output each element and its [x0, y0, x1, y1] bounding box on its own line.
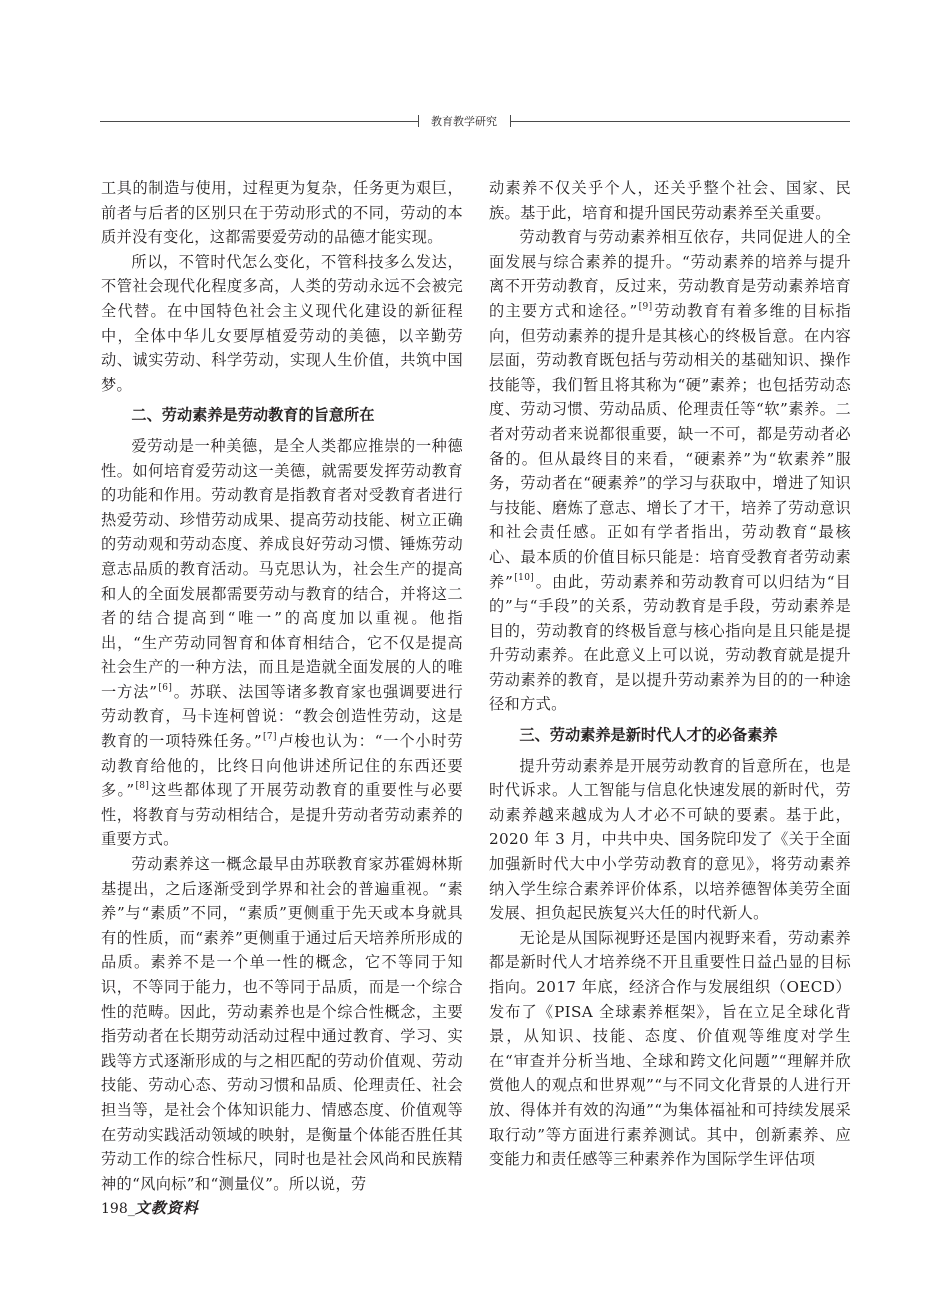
paragraph: 所以，不管时代怎么变化，不管科技多么发达，不管社会现代化程度多高，人类的劳动永远不会被完全代替。在中国特色社会主义现代化建设的新征程中，全体中华儿女要厚植爱劳动的美德，以辛勤劳动、诚实劳动、科学劳动，实现人生价值，共筑中国梦。: [101, 252, 463, 394]
paragraph-text: 爱劳动是一种美德，是全人类都应推崇的一种德性。如何培育爱劳动这一美德，就需要发挥劳动教育的功能和作用。劳动教育是指教育者对受教育者进行热爱劳动、珍惜劳动成果、提高劳动技能、树立正确的劳动观和劳动态度、养成良好劳动习惯、锤炼劳动意志品质的教育活动。马克思认为，社会生产的提高和人的全面发展都需要劳动与教育的结合，并将这二者的结合提高到“唯一”的高度加以重视。他指出，“生产劳动同智育和体育相结合，它不仅是提高社会生产的一种方法，而且是造就全面发展的人的唯一方法”: [101, 436, 463, 701]
left-column: [101, 176, 463, 1196]
paragraph: 提升劳动素养是开展劳动教育的旨意所在，也是时代诉求。人工智能与信息化快速发展的新时代，劳动素养越来越成为人才必不可缺的要素。基于此，2020 年 3 月，中共中央、国务院印发了《关于全面加强新时代大中小学劳动教育的意见》，将劳动素养纳入学生综合素养评价体系，以培养德智体美劳全面发展、担负起民族复兴大任的时代新人。: [489, 756, 851, 923]
header-rule-right: [510, 121, 850, 122]
section-heading: 三、劳动素养是新时代人才的必备素养: [519, 726, 778, 745]
right-column: [489, 176, 851, 1172]
paragraph-text: 卢梭也认为：“一个小时劳动教育给他的，比终日向他讲述所记住的东西还要多。”: [101, 732, 463, 800]
page-number: 198: [101, 1201, 128, 1217]
page-footer: [101, 1197, 199, 1218]
paragraph-text: 这些都体现了开展劳动教育的重要性与必要性，将教育与劳动相结合，是提升劳动者劳动素养的重要方式。: [101, 781, 463, 849]
paragraph: [489, 225, 851, 717]
running-header: [100, 112, 850, 132]
section-heading: 二、劳动素养是劳动教育的旨意所在: [131, 406, 375, 425]
header-title: 教育教学研究: [431, 115, 497, 128]
paragraph-text: 。由此，劳动素养和劳动教育可以归结为“目的”与“手段”的关系，劳动教育是手段，劳动素养是目的，劳动教育的终极旨意与核心指向是且只能是提升劳动素养。在此意义上可以说，劳动教育就是提升劳动素养的教育，是以提升劳动素养为目的的一种途径和方式。: [489, 572, 851, 714]
footer-separator: _: [127, 1201, 135, 1217]
journal-name: 文教资料: [134, 1199, 199, 1217]
paragraph: [101, 434, 463, 852]
citation-ref: [7]: [263, 732, 277, 743]
citation-ref: [10]: [514, 572, 535, 583]
paragraph: 无论是从国际视野还是国内视野来看，劳动素养都是新时代人才培养绕不开且重要性日益凸显的目标指向。2017 年底，经济合作与发展组织（OECD）发布了《PISA 全球素养框架》，旨在立足全球化背景，从知识、技能、态度、价值观等维度对学生在“审查并分析当地、全球和跨文化问题”“理解并欣赏他人的观点和世界观”“与不同文化背景的人进行开放、得体并有效的沟通”“为集体福祉和可持续发展采取行动”等方面进行素养测试。其中，创新素养、应变能力和责任感等三种素养作为国际学生评估项: [489, 928, 851, 1169]
header-rule-left: [100, 121, 418, 122]
paragraph: 劳动素养这一概念最早由苏联教育家苏霍姆林斯基提出，之后逐渐受到学界和社会的普遍重视。“素养”与“素质”不同，“素质”更侧重于先天或本身就具有的性质，而“素养”更侧重于通过后天培养所形成的品质。素养不是一个单一性的概念，它不等同于知识，不等同于能力，也不等同于品质，而是一个综合性的范畴。因此，劳动素养也是个综合性概念，主要指劳动者在长期劳动活动过程中通过教育、学习、实践等方式逐渐形成的与之相匹配的劳动价值观、劳动技能、劳动心态、劳动习惯和品质、伦理责任、社会担当等，是社会个体知识能力、情感态度、价值观等在劳动实践活动领域的映射，是衡量个体能否胜任其劳动工作的综合性标尺，同时也是社会风尚和民族精神的“风向标”和“测量仪”。所以说，劳: [101, 855, 463, 1193]
paragraph: 动素养不仅关乎个人，还关乎整个社会、国家、民族。基于此，培育和提升国民劳动素养至关重要。: [489, 179, 851, 222]
citation-ref: [8]: [135, 781, 150, 792]
citation-ref: [6]: [158, 682, 173, 693]
citation-ref: [9]: [638, 301, 653, 312]
paragraph: 工具的制造与使用，过程更为复杂，任务更为艰巨，前者与后者的区别只在于劳动形式的不同，劳动的本质并没有变化，这都需要爱劳动的品德才能实现。: [101, 179, 463, 247]
paragraph-text: 劳动教育与劳动素养相互依存，共同促进人的全面发展与综合素养的提升。“劳动素养的培养与提升离不开劳动教育，反过来，劳动教育是劳动素养培育的主要方式和途径。”: [489, 228, 851, 320]
paragraph-text: 劳动教育有着多维的目标指向，但劳动素养的提升是其核心的终极旨意。在内容层面，劳动教育既包括与劳动相关的基础知识、操作技能等，我们暂且将其称为“硬”素养；也包括劳动态度、劳动习惯、劳动品质、伦理责任等“软”素养。二者对劳动者来说都很重要，缺一不可，都是劳动者必备的。但从最终目的来看，“硬素养”为“软素养”服务，劳动者在“硬素养”的学习与获取中，增进了知识与技能、磨炼了意志、增长了才干，培养了劳动意识和社会责任感。正如有学者指出，劳动教育“最核心、最本质的价值目标只能是：培育受教育者劳动素养”: [489, 301, 851, 591]
paragraph-text: 。苏联、法国等诸多教育家也强调要进行劳动教育，马卡连柯曾说：“教会创造性劳动，这是教育的一项特殊任务。”: [101, 682, 463, 751]
